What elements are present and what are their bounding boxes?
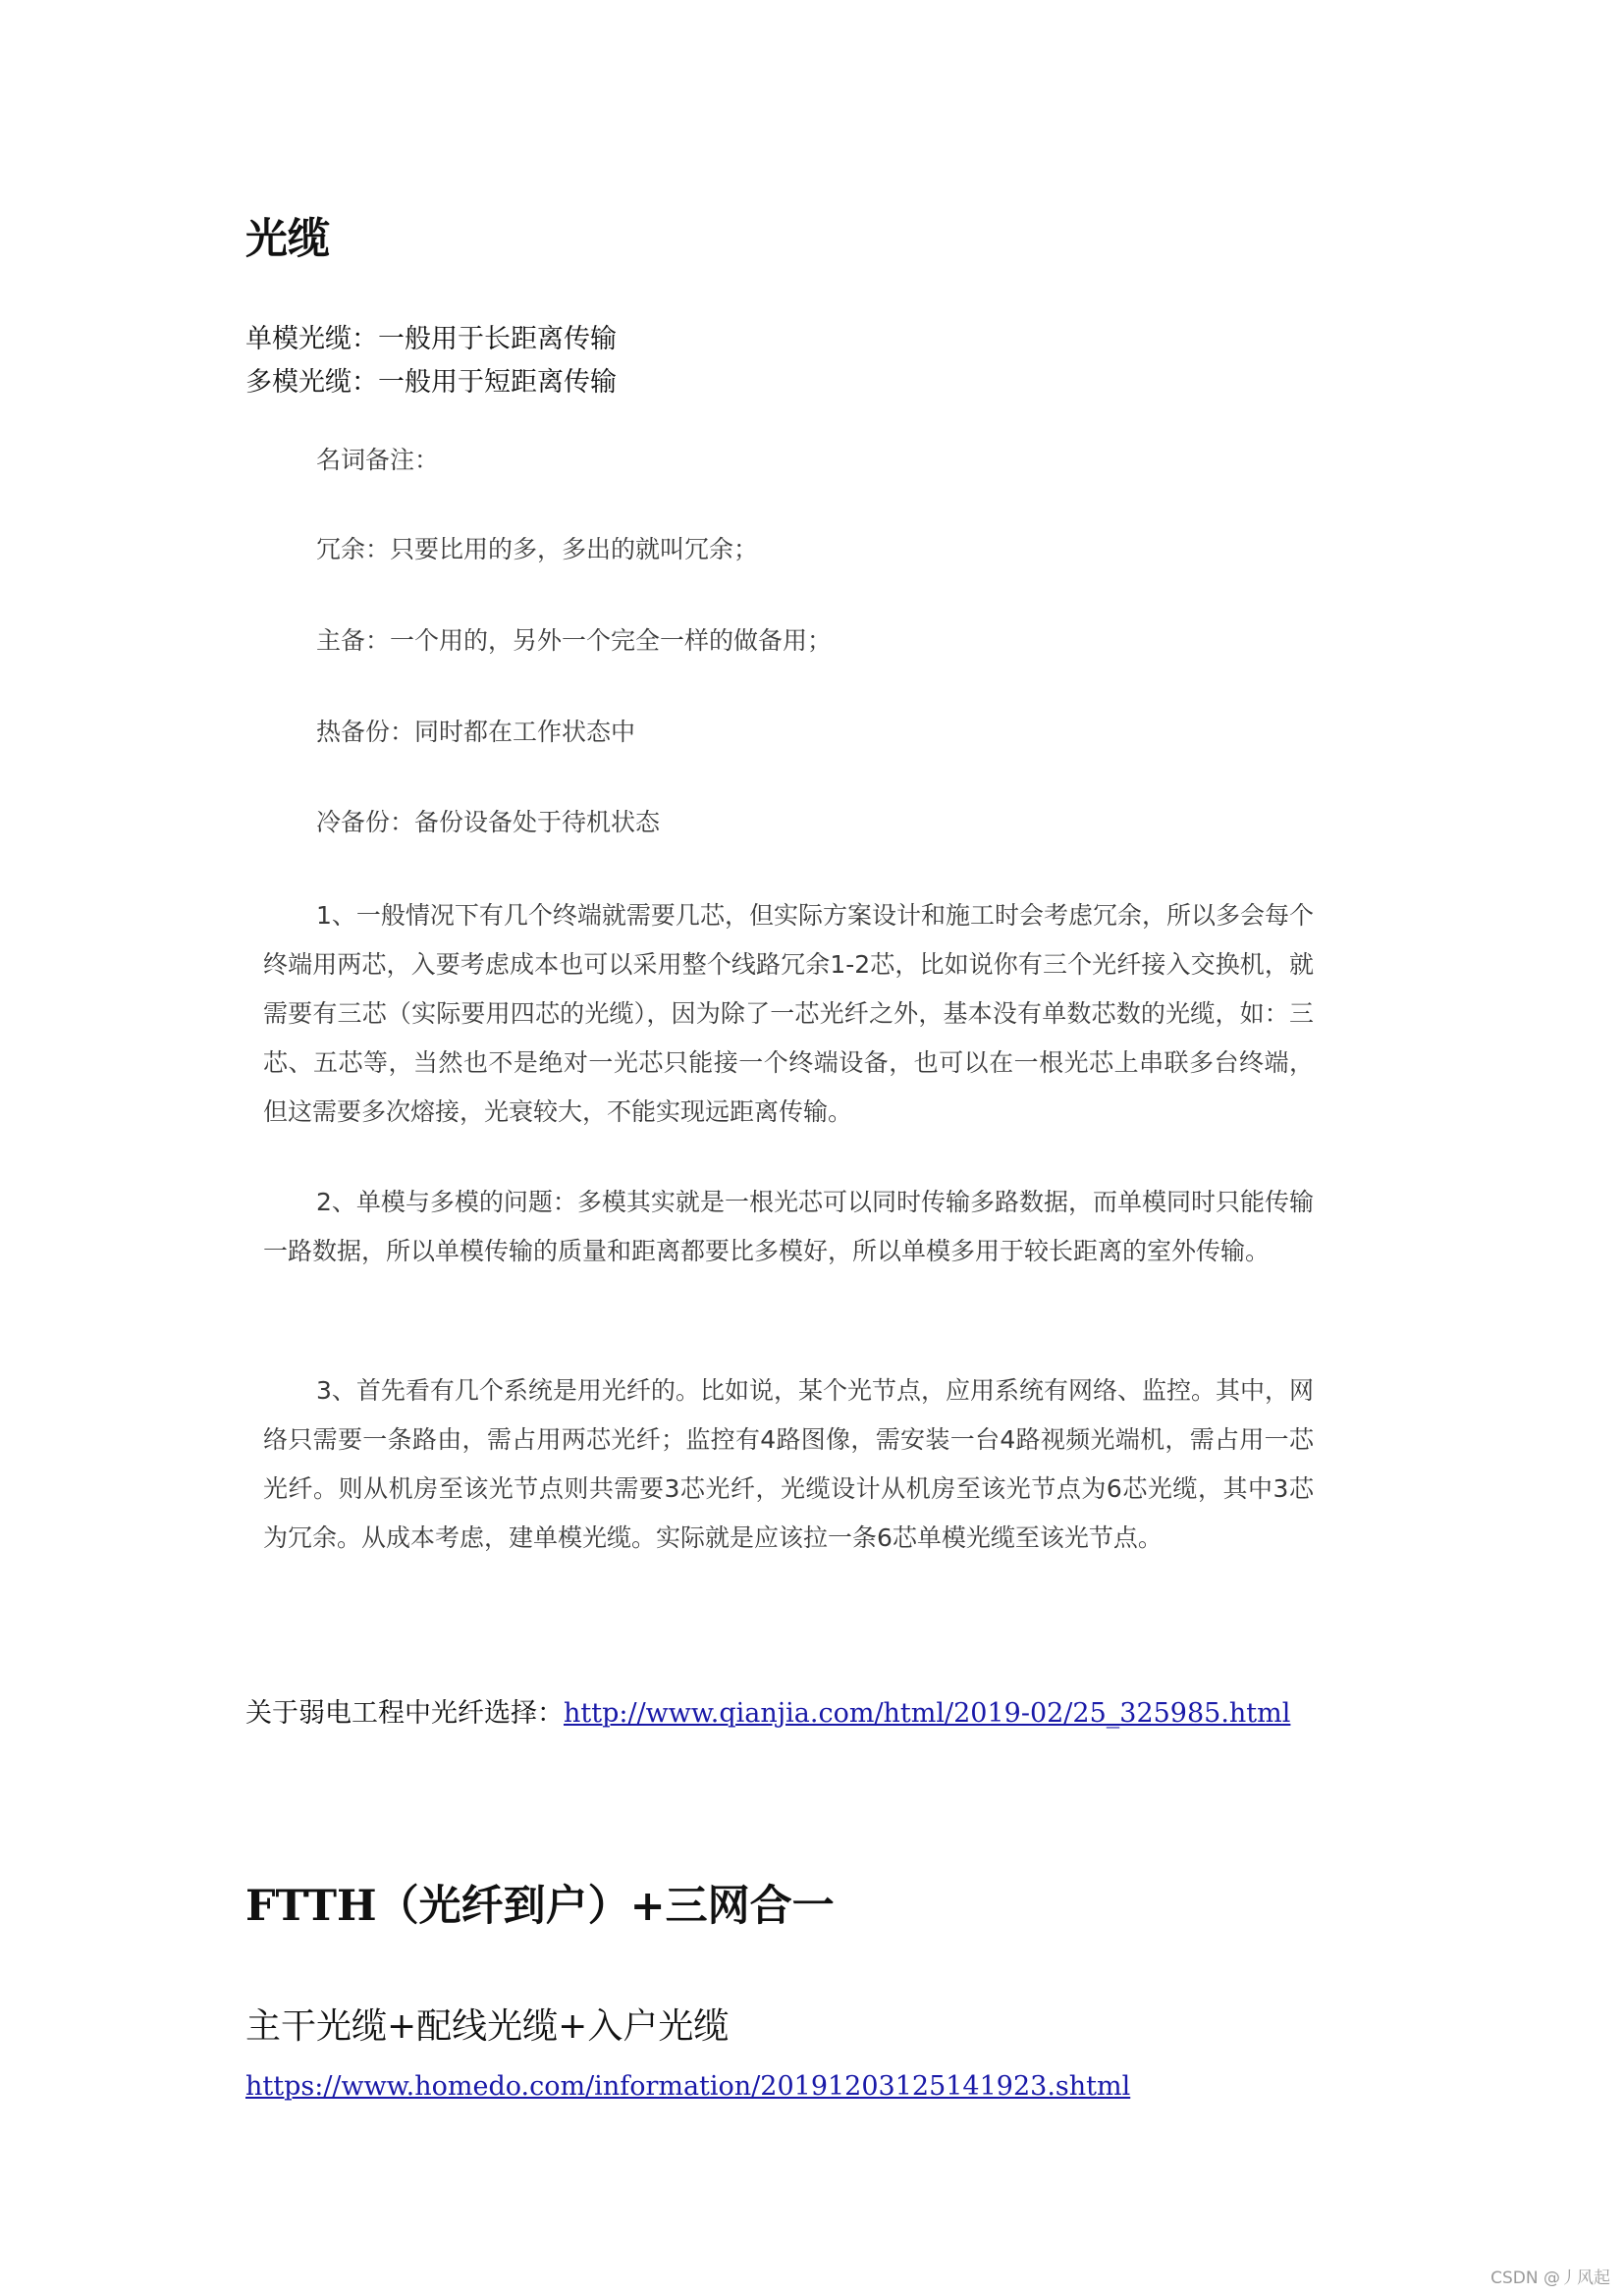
multi-mode-line: 多模光缆：一般用于短距离传输 bbox=[245, 367, 617, 398]
paragraph-3: 3、首先看有几个系统是用光纤的。比如说，某个光节点，应用系统有网络、监控。其中，网络只需要一条路由，需占用两芯光纤；监控有4路图像，需安装一台4路视频光端机，需占用一芯光纤。则从机房至该光节点则共需要3芯光纤，光缆设计从机房至该光节点为6芯光缆，其中3芯为冗余。从成本考虑，建单模光缆。实际就是应该拉一条6芯单模光缆至该光节点。 bbox=[263, 1376, 1314, 1552]
term-primary-backup: 主备：一个用的，另外一个完全一样的做备用； bbox=[316, 626, 833, 655]
terms-heading: 名词备注： bbox=[316, 446, 440, 474]
single-mode-line: 单模光缆：一般用于长距离传输 bbox=[245, 324, 617, 354]
reference-line bbox=[245, 1694, 1290, 1734]
reference-label: 关于弱电工程中光纤选择： bbox=[245, 1698, 564, 1729]
term-hot-backup: 热备份：同时都在工作状态中 bbox=[316, 718, 636, 746]
homedo-link[interactable]: https://www.homedo.com/information/20191203125141923.shtml bbox=[245, 2071, 1131, 2102]
paragraph-2: 2、单模与多模的问题：多模其实就是一根光芯可以同时传输多路数据，而单模同时只能传输一路数据，所以单模传输的质量和距离都要比多模好，所以单模多用于较长距离的室外传输。 bbox=[263, 1188, 1314, 1265]
term-cold-backup: 冷备份：备份设备处于待机状态 bbox=[316, 808, 661, 836]
term-redundancy: 冗余：只要比用的多，多出的就叫冗余； bbox=[316, 535, 759, 563]
section-title-ftth: FTTH（光纤到户）+三网合一 bbox=[245, 1882, 835, 1931]
paragraph-1: 1、一般情况下有几个终端就需要几芯，但实际方案设计和施工时会考虑冗余，所以多会每个终端用两芯，入要考虑成本也可以采用整个线路冗余1-2芯，比如说你有三个光纤接入交换机，就需要有三芯（实际要用四芯的光缆），因为除了一芯光纤之外，基本没有单数芯数的光缆，如：三芯、五芯等，当然也不是绝对一光芯只能接一个终端设备，也可以在一根光芯上串联多台终端，但这需要多次熔接，光衰较大，不能实现远距离传输。 bbox=[263, 901, 1314, 1126]
reference-link[interactable]: http://www.qianjia.com/html/2019-02/25_325985.html bbox=[564, 1698, 1291, 1729]
section-subtitle-cables: 主干光缆+配线光缆+入户光缆 bbox=[245, 2006, 730, 2047]
section-title-optical-cable: 光缆 bbox=[245, 215, 330, 264]
watermark: CSDN @丿风起 bbox=[1490, 2269, 1610, 2288]
homedo-link-line bbox=[245, 2067, 1130, 2107]
